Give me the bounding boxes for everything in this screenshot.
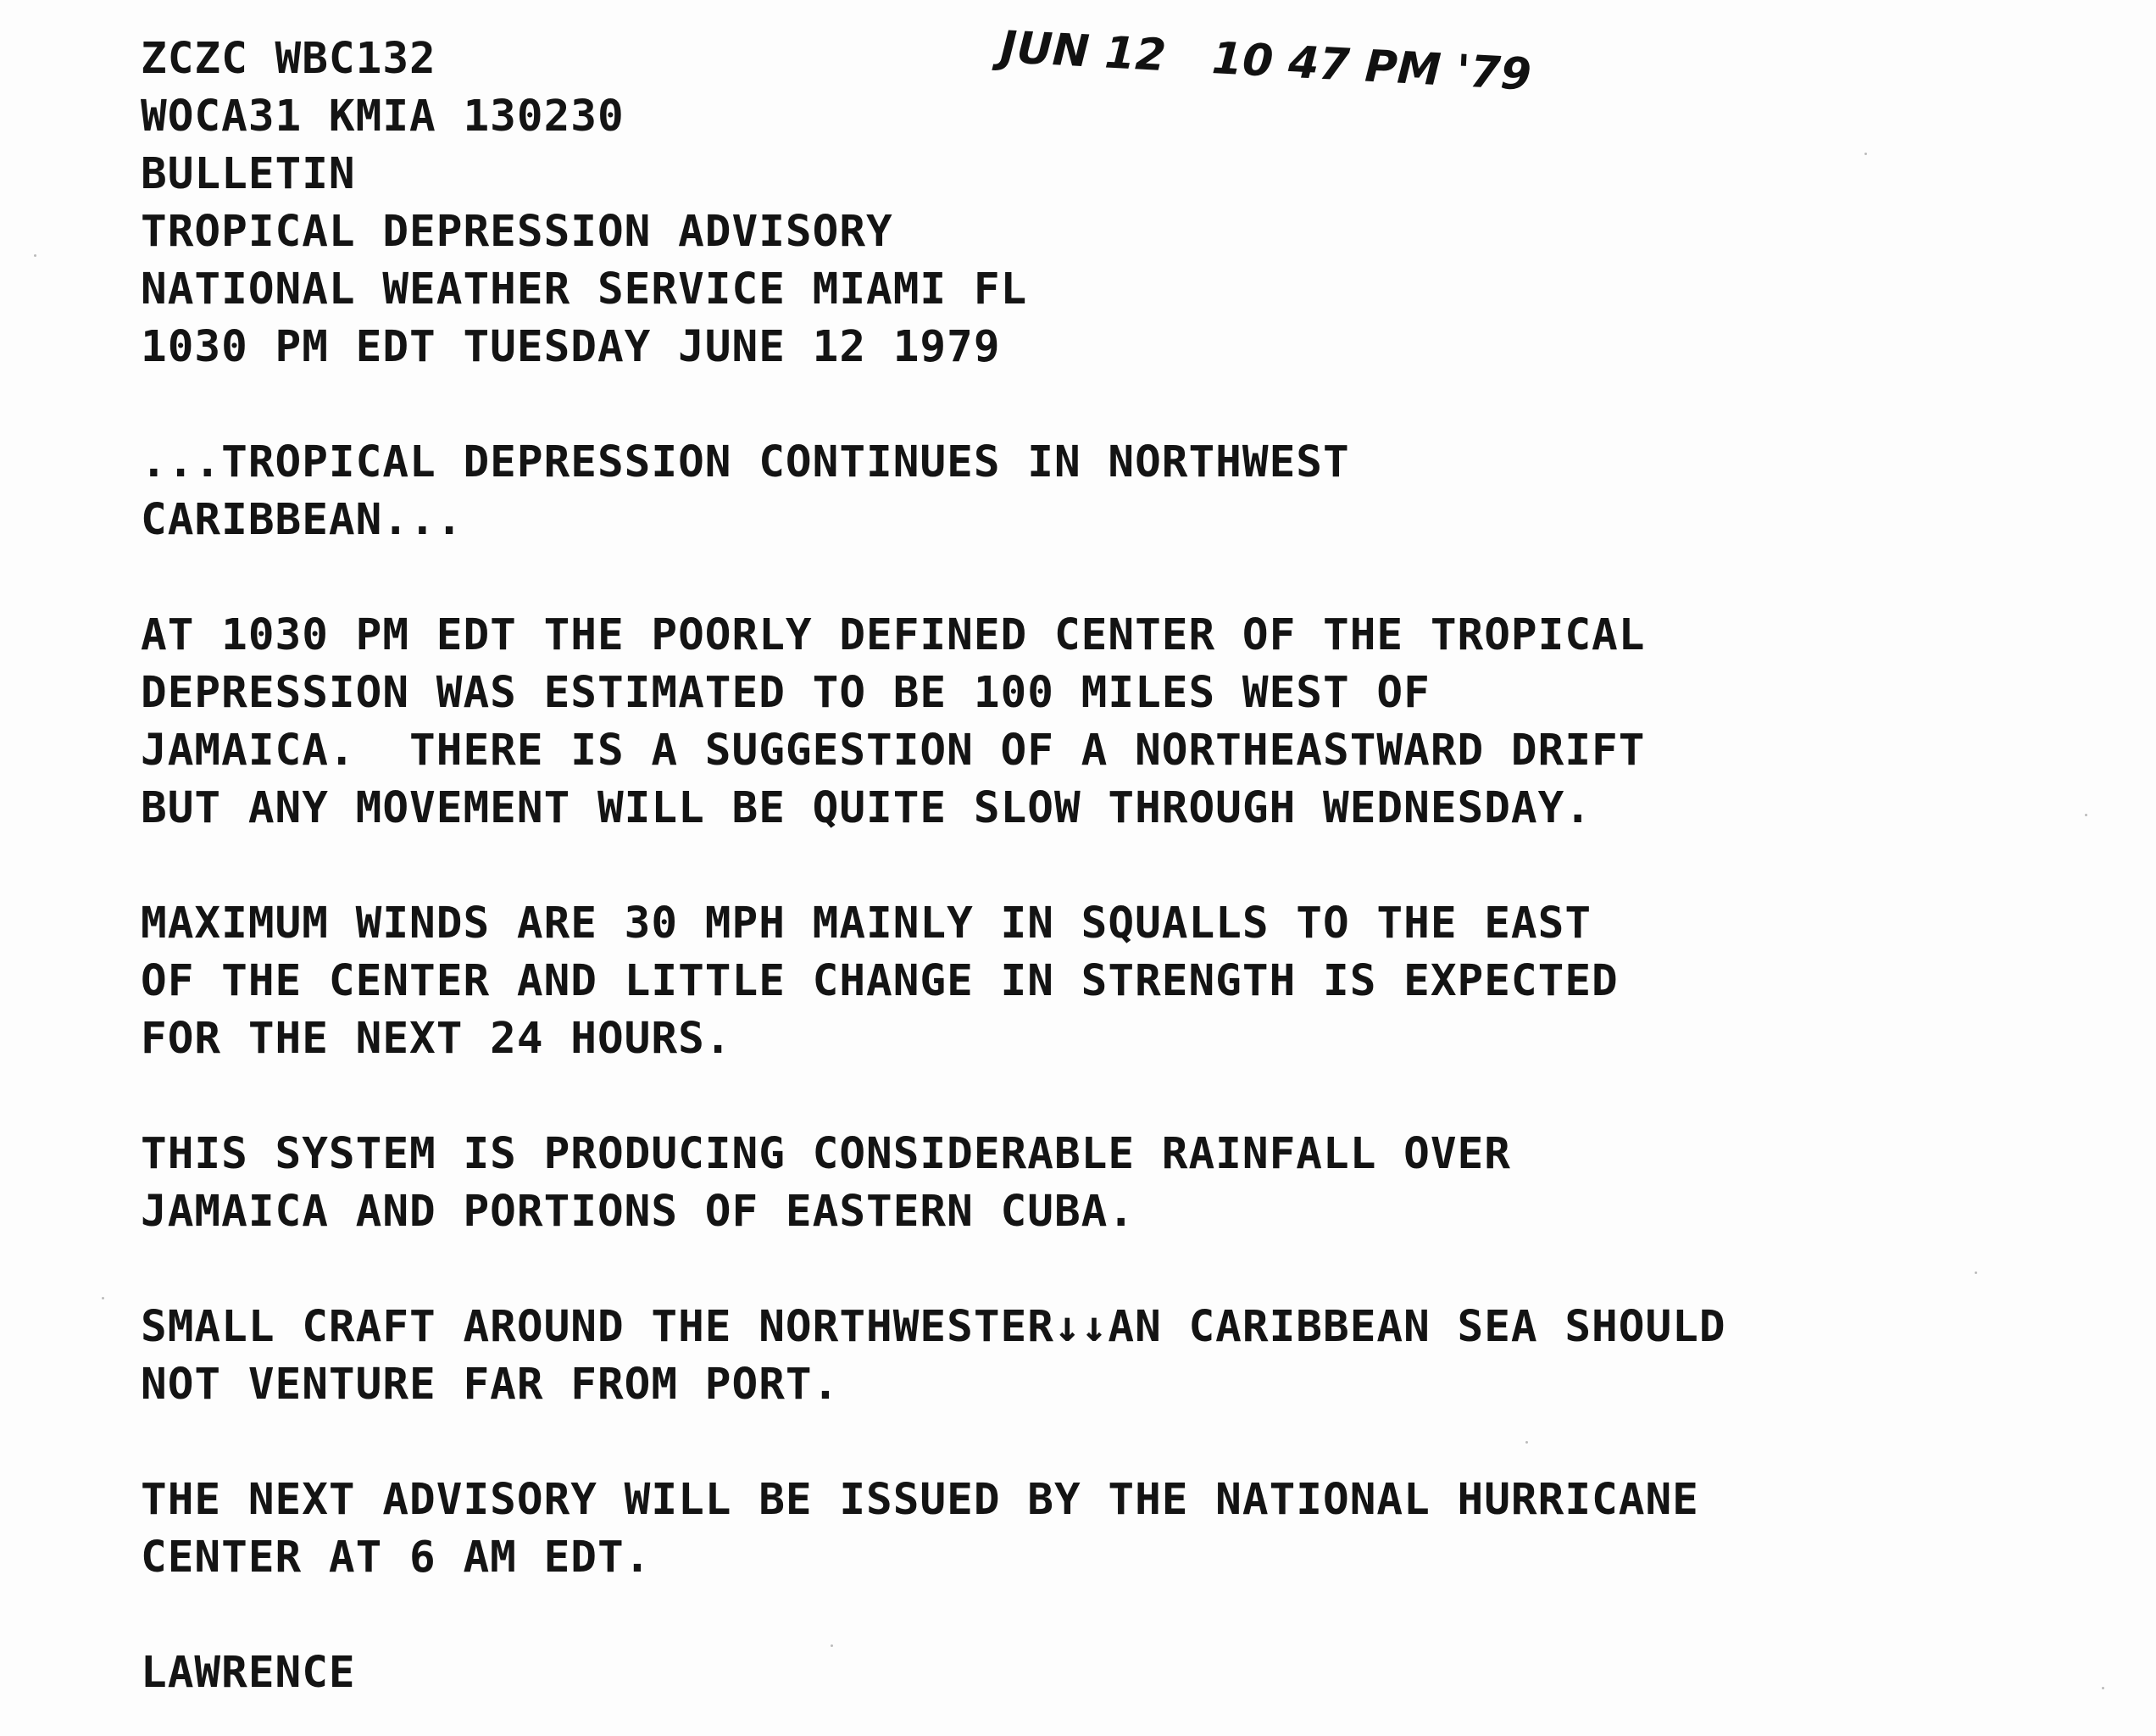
body-line: THE NEXT ADVISORY WILL BE ISSUED BY THE NATIONAL HURRICANE <box>141 1475 1699 1525</box>
body-line: MAXIMUM WINDS ARE 30 MPH MAINLY IN SQUALLS TO THE EAST <box>141 899 1592 949</box>
time-stamp: JUN 12 10 47 PM '79 <box>998 22 1533 101</box>
header-line: NATIONAL WEATHER SERVICE MIAMI FL <box>141 264 1028 314</box>
blank-line <box>141 837 2005 895</box>
headline-line: ...TROPICAL DEPRESSION CONTINUES IN NORTHWEST <box>141 437 1350 487</box>
body-line: JAMAICA. THERE IS A SUGGESTION OF A NORTHEASTWARD DRIFT <box>141 726 1646 776</box>
body-line: SMALL CRAFT AROUND THE NORTHWESTER↓↓AN CARIBBEAN SEA SHOULD <box>141 1302 1726 1352</box>
body-line: CENTER AT 6 AM EDT. <box>141 1533 652 1583</box>
headline-line: CARIBBEAN... <box>141 495 464 545</box>
header-line: 1030 PM EDT TUESDAY JUNE 12 1979 <box>141 322 1001 372</box>
blank-line <box>141 1587 2005 1644</box>
body-line: THIS SYSTEM IS PRODUCING CONSIDERABLE RAINFALL OVER <box>141 1129 1511 1179</box>
advisory-document <box>141 31 2005 1702</box>
paragraph-rainfall <box>141 1126 2005 1241</box>
header-line: WOCA31 KMIA 130230 <box>141 92 625 142</box>
blank-line <box>141 549 2005 607</box>
headline <box>141 434 2005 549</box>
body-line: AT 1030 PM EDT THE POORLY DEFINED CENTER OF THE TROPICAL <box>141 610 1646 660</box>
header-line: ZCZC WBC132 <box>141 34 436 84</box>
signature: LAWRENCE <box>141 1648 356 1698</box>
body-line: DEPRESSION WAS ESTIMATED TO BE 100 MILES WEST OF <box>141 668 1431 718</box>
paragraph-winds <box>141 895 2005 1068</box>
body-line: FOR THE NEXT 24 HOURS. <box>141 1014 732 1064</box>
paragraph-position <box>141 607 2005 837</box>
blank-line <box>141 1241 2005 1299</box>
header-line: BULLETIN <box>141 149 356 199</box>
body-line: BUT ANY MOVEMENT WILL BE QUITE SLOW THROUGH WEDNESDAY. <box>141 783 1592 833</box>
header-block <box>141 31 2005 376</box>
body-line: JAMAICA AND PORTIONS OF EASTERN CUBA. <box>141 1187 1136 1237</box>
header-line: TROPICAL DEPRESSION ADVISORY <box>141 207 893 257</box>
body-line: NOT VENTURE FAR FROM PORT. <box>141 1360 840 1410</box>
paragraph-small-craft <box>141 1299 2005 1414</box>
blank-line <box>141 376 2005 434</box>
blank-line <box>141 1414 2005 1472</box>
body-line: OF THE CENTER AND LITTLE CHANGE IN STRENGTH IS EXPECTED <box>141 956 1619 1006</box>
blank-line <box>141 1068 2005 1126</box>
paragraph-next-advisory <box>141 1472 2005 1587</box>
